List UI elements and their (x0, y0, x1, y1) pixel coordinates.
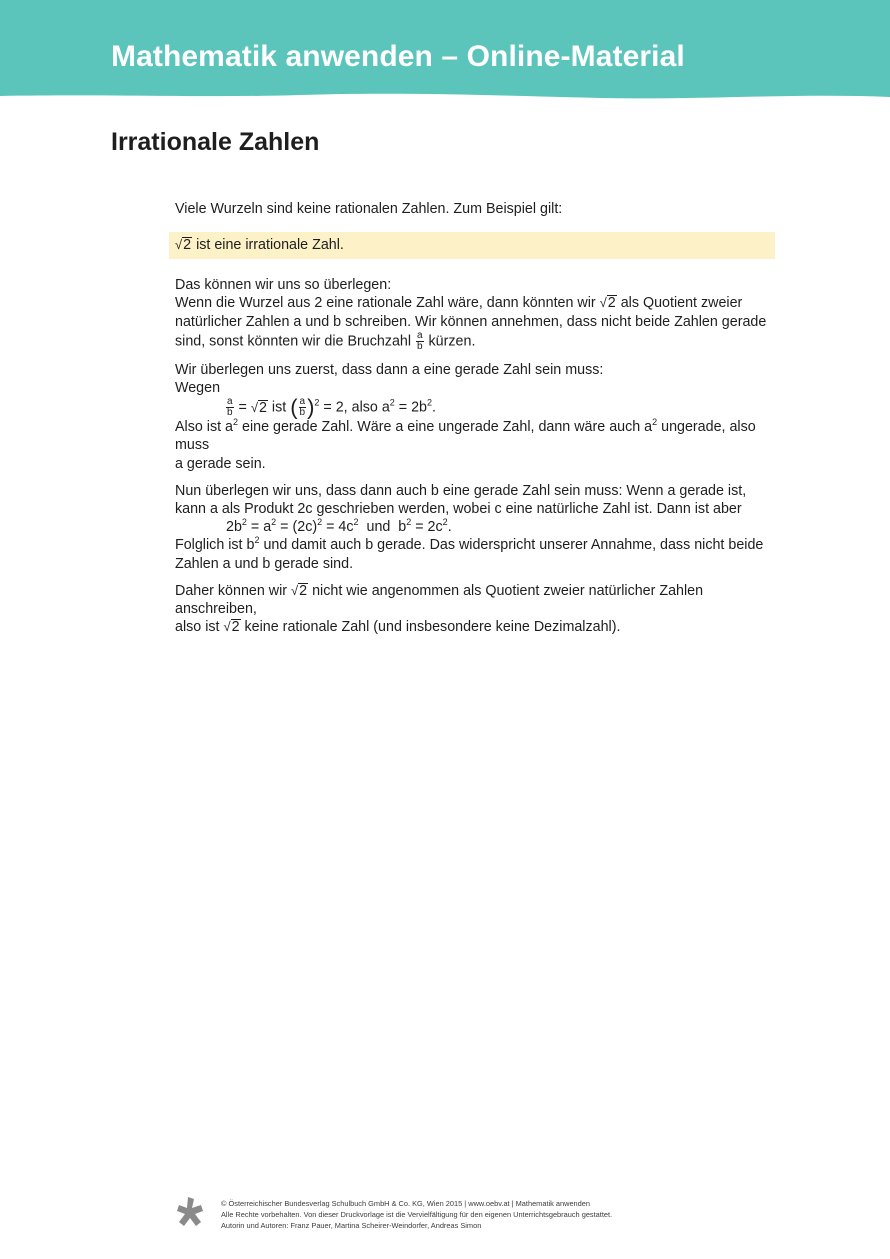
header-title: Mathematik anwenden – Online-Material (111, 40, 685, 73)
radical-icon: √ (291, 582, 299, 598)
paragraph-3: Nun überlegen wir uns, dass dann auch b eine gerade Zahl sein muss: Wenn a gerade ist, kann a als Produkt 2c geschrieben werden, wobei c eine natürliche Zahl ist. Dann ist aber $2b^2 = a^2 = (2c)^2 = 4c^2$ und $b^2 = 2c^2$. Folglich ist $b^2$ und damit auch b gerade. Das widerspricht unserer Annahme, dass nicht beide Zahlen a und b gerade sind. (175, 482, 780, 573)
sqrt-expression: √2 (250, 399, 267, 416)
page-title: Irrationale Zahlen (111, 128, 320, 156)
paragraph-1: Das können wir uns so überlegen: Wenn die Wurzel aus 2 eine rationale Zahl wäre, dann könnten wir √2 als Quotient zweier natürlicher Zahlen a und b schreiben. Wir können annehmen, dass nicht beide Zahlen gerade sind, sonst könnten wir die Bruchzahl $\frac{a}{b}$ kürzen. (175, 277, 767, 352)
radical-icon: √ (250, 399, 258, 415)
fraction-a-b: $\frac{a}{b}$ (299, 396, 306, 419)
sqrt-expression: √2 (291, 582, 308, 599)
fraction-a-b: $\frac{a}{b}$ (227, 396, 233, 419)
fraction-a-b: $\frac{a}{b}$ (417, 329, 423, 352)
radical-icon: √ (223, 619, 231, 635)
sqrt-expression: √2 (223, 619, 240, 636)
equation-1: $\frac{a}{b}$ = √2 ist ( $\frac{a}{b}$ )$^2$ = 2, also $a^2 = 2b^2$. (227, 394, 436, 420)
main-content (175, 200, 780, 636)
sqrt-expression: √2 (599, 295, 616, 312)
radical-icon: √ (599, 295, 607, 311)
radical-icon: √ (175, 237, 183, 252)
footer-copyright: © Österreichischer Bundesverlag Schulbuch GmbH & Co. KG, Wien 2015 | www.oebv.at | Mathematik anwenden Alle Rechte vorbehalten. Von dieser Druckvorlage ist die Vervielfältigung für den eigenen Unterrichtsgebrauch gestattet. Autorin und Autoren: Franz Pauer, Martina Scheirer-Weindorfer, Andreas Simon (221, 1199, 613, 1230)
sqrt-expression: √2 (175, 237, 192, 253)
highlight-text: ist eine irrationale Zahl. (192, 237, 344, 253)
paragraph-2: Wir überlegen uns zuerst, dass dann a eine gerade Zahl sein muss: Wegen $\frac{a}{b}$ = √2 ist ( $\frac{a}{b}$ )$^2$ = 2, also $a^2 = 2b^2$. Also ist $a^2$ eine gerade Zahl. Wäre a eine ungerade Zahl, dann wäre auch $a^2$ ungerade, also muss a gerade sein. (175, 361, 780, 473)
intro-text: Viele Wurzeln sind keine rationalen Zahlen. Zum Beispiel gilt: (175, 201, 563, 217)
equation-2: $2b^2 = a^2 = (2c)^2 = 4c^2$ und $b^2 = 2c^2$. (226, 517, 452, 536)
oebv-logo-icon (174, 1196, 206, 1228)
paragraph-4: Daher können wir √2 nicht wie angenommen als Quotient zweier natürlicher Zahlen anschreiben, also ist √2 keine rationale Zahl (und insbesondere keine Dezimalzahl). (175, 582, 704, 636)
